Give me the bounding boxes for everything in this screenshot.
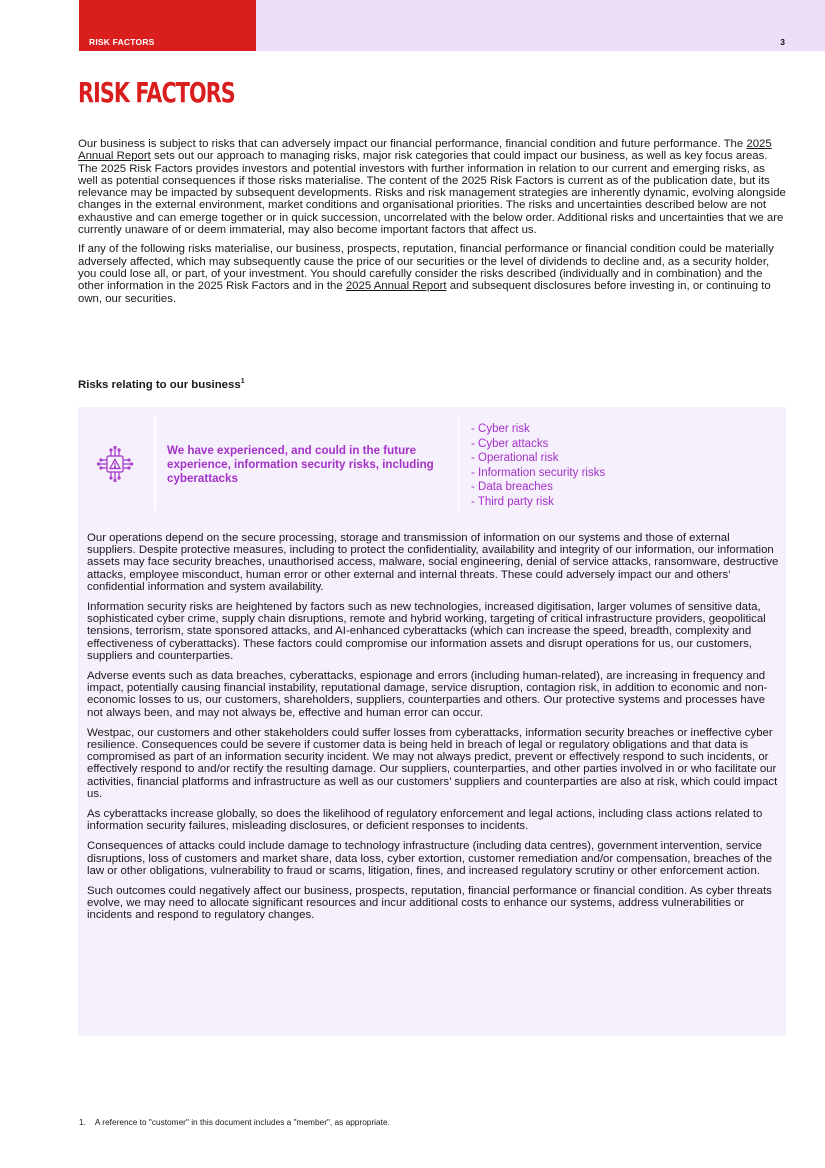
intro-text (78, 138, 786, 312)
risk-title: We have experienced, and could in the future experience, information security risks, including cyberattacks (167, 444, 434, 485)
intro-p1-text-b: sets out our approach to managing risks, major risk categories that could impact our business, as well as key focus areas. The 2025 Risk Factors provides investors and potential investors with further information in relation to our current and emerging risks, as well as potential consequences if those risks materialise. The content of the 2025 Risk Factors is current as of the publication date, but its relevance may be impacted by subsequent developments. Risks and risk management strategies are inherently dynamic, evolving alongside changes in the external environment, market conditions and organisational priorities. The risks and uncertainties described below are not exhaustive and can emerge together or in quick succession, uncorrelated with the below order. Additional risks and uncertainties that we are currently unaware of or deem immaterial, may also become important factors that affect us. (78, 150, 786, 237)
footnote-number: 1. (79, 1117, 86, 1127)
page-number: 3 (780, 37, 785, 47)
risk-panel (78, 407, 786, 1036)
annual-report-link[interactable]: 2025 Annual Report (78, 138, 772, 163)
risk-paragraph: Information security risks are heightened by factors such as new technologies, increased digitisation, larger volumes of sensitive data, sophisticated cyber crime, supply chain disruptions, remote and hybrid working, targeting of critical infrastructure providers, geopolitical tensions, terrorism, state sponsored attacks, and AI-enhanced cyberattacks (which can increase the speed, breadth, complexity and effectiveness of cyberattacks). These factors could compromise our information assets and disrupt operations for us, our customers, suppliers and counterparties. (87, 601, 766, 662)
tags-divider (458, 415, 459, 511)
footnote-text: A reference to "customer" in this document includes a "member", as appropriate. (94, 1117, 390, 1127)
risk-tag: - Cyber attacks (471, 437, 549, 450)
intro-p2-text-a: If any of the following risks materialise, our business, prospects, reputation, financial performance or financial condition could be materially adversely affected, which may subsequently cause the price of our securities or the level of dividends to decline and, as a security holder, you could lose all, or part, of your investment. You should carefully consider the risks described (individually and in combination) and the other information in the 2025 Risk Factors and in the (78, 243, 774, 293)
risk-tag: - Third party risk (471, 495, 554, 508)
risk-paragraph: Consequences of attacks could include damage to technology infrastructure (including data centres), government intervention, service disruptions, loss of customers and market share, data loss, cyber extortion, customer remediation and/or compensation, breaches of the law or other obligations, vulnerability to fraud or scams, litigation, fines, and increased regulatory scrutiny or other enforcement action. (87, 840, 773, 877)
header-section-bar (79, 0, 256, 51)
page-title: RISK FACTORS (78, 76, 235, 109)
footnote-ref[interactable]: 1 (240, 378, 245, 385)
intro-paragraph-1 (78, 138, 786, 236)
risk-paragraph: Westpac, our customers and other stakeholders could suffer losses from cyberattacks, information security breaches or ineffective cyber resilience. Consequences could be severe if customer data is being held in breach of legal or regulatory obligations and that data is compromised as part of an information security incident. We may not always predict, prevent or effectively respond to such incidents, or effectively respond to and/or rectify the resulting damage. Our suppliers, counterparties, and other parties involved in or who facilitate our activities, financial platforms and infrastructure as well as our customers’ suppliers and counterparties are also at risk, which could impact us. (87, 726, 778, 800)
header-bar (256, 0, 825, 51)
section-heading-text: Risks relating to our business (78, 378, 241, 391)
risk-paragraph: Our operations depend on the secure processing, storage and transmission of information on our systems and those of external suppliers. Despite protective measures, including to protect the confidentiality, availability and integrity of our information, our information assets may face security breaches, unauthorised access, malware, social engineering, denial of service attacks, ransomware, destructive attacks, employee misconduct, human error or other external and internal threats. These could adversely impact our and others’ confidential information and system availability. (87, 532, 779, 593)
intro-p1-text-a: Our business is subject to risks that can adversely impact our financial performance, financial condition and future performance. The (78, 138, 747, 150)
risk-body (87, 532, 779, 930)
intro-p2-text-b: and subsequent disclosures before investing in, or continuing to own, our securities. (78, 280, 771, 305)
footnote (79, 1117, 390, 1127)
risk-paragraph: Adverse events such as data breaches, cyberattacks, espionage and errors (including human-related), are increasing in frequency and impact, potentially causing financial instability, reputational damage, service disruption, contagion risk, in addition to economic and non-economic losses to us, our customers, shareholders, suppliers, counterparties and others. Our protective systems and processes have not always been, and may not always be, effective and human error can occur. (87, 670, 768, 719)
header-divider (154, 415, 156, 511)
risk-paragraph: As cyberattacks increase globally, so does the likelihood of regulatory enforcement and legal actions, including class actions related to information security failures, misleading disclosures, or deficient responses to incidents. (87, 808, 763, 833)
risk-tag: - Operational risk (471, 452, 559, 465)
risk-tag: - Information security risks (471, 466, 606, 479)
risk-paragraph: Such outcomes could negatively affect our business, prospects, reputation, financial performance or financial condition. As cyber threats evolve, we may need to allocate significant resources and incur additional costs to enhance our systems, address vulnerabilities or incidents and respond to regulatory changes. (87, 885, 772, 922)
risk-tag: - Data breaches (471, 481, 553, 494)
risk-header (78, 407, 786, 519)
intro-paragraph-2 (78, 243, 786, 304)
section-heading (78, 378, 245, 391)
header-section-label: RISK FACTORS (89, 37, 155, 47)
circuit-warning-icon (96, 445, 134, 483)
annual-report-link-2[interactable]: 2025 Annual Report (345, 280, 447, 293)
risk-tags (471, 422, 605, 510)
risk-tag: - Cyber risk (471, 423, 530, 435)
